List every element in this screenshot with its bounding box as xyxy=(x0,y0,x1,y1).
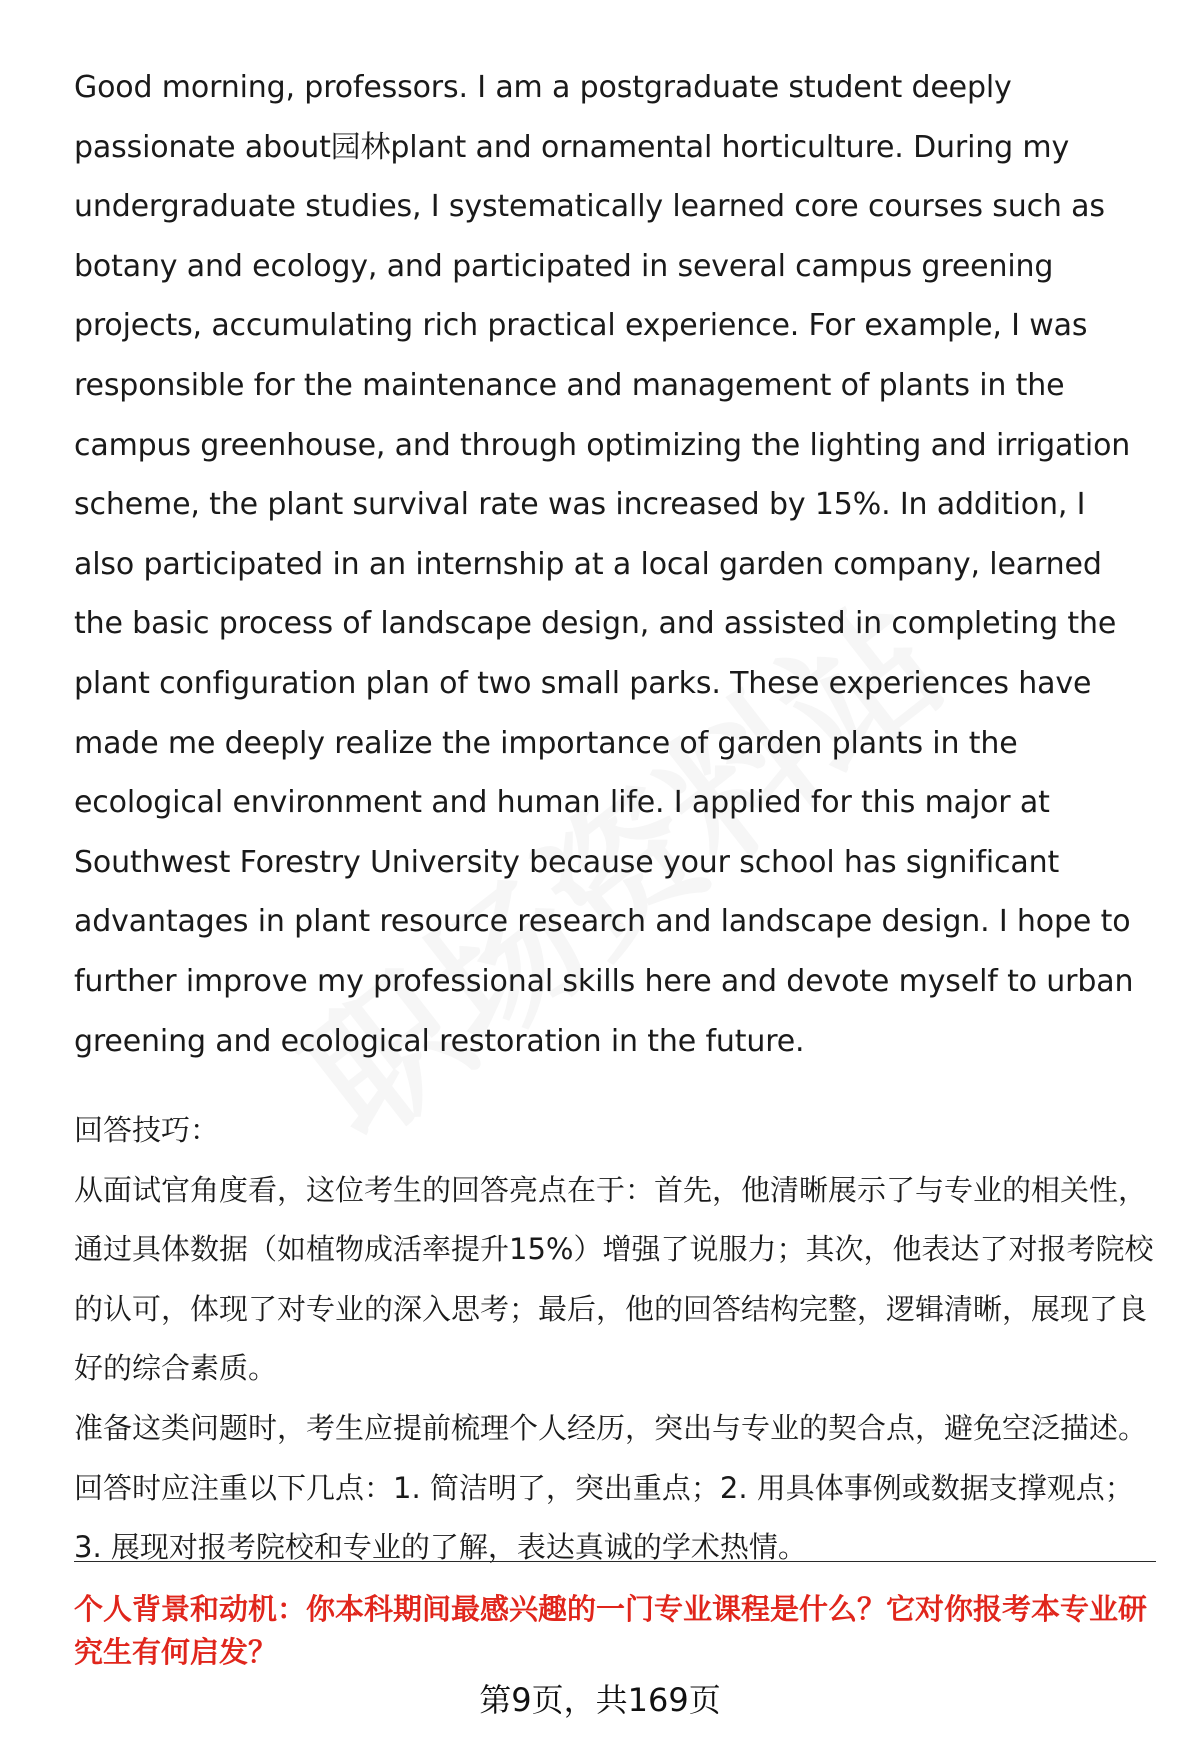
document-page xyxy=(74,58,1154,1578)
tips-heading: 回答技巧： xyxy=(74,1113,220,1148)
answer-tips-section xyxy=(74,1101,1154,1578)
next-question-heading: 个人背景和动机：你本科期间最感兴趣的一门专业课程是什么？它对你报考本专业研究生有何启发？ xyxy=(74,1592,1148,1669)
answer-paragraph: Good morning, professors. I am a postgraduate student deeply passionate about园林plant and ornamental horticulture. During my undergraduate studies, I systematically learned core courses such as botany and ecology, and participated in several campus greening projects, accumulating rich practical experience. For example, I was responsible for the maintenance and management of plants in the campus greenhouse, and through optimizing the lighting and irrigation scheme, the plant survival rate was increased by 15%. In addition, I also participated in an internship at a local garden company, learned the basic process of landscape design, and assisted in completing the plant configuration plan of two small parks. These experiences have made me deeply realize the importance of garden plants in the ecological environment and human life. I applied for this major at Southwest Forestry University because your school has significant advantages in plant resource research and landscape design. I hope to further improve my professional skills here and devote myself to urban greening and ecological restoration in the future. xyxy=(74,70,1134,1059)
section-divider xyxy=(74,1561,1156,1562)
tips-paragraph-1: 从面试官角度看，这位考生的回答亮点在于：首先，他清晰展示了与专业的相关性，通过具体数据（如植物成活率提升15%）增强了说服力；其次，他表达了对报考院校的认可，体现了对专业的深入思考；最后，他的回答结构完整，逻辑清晰，展现了良好的综合素质。 xyxy=(74,1172,1154,1386)
tips-paragraph-2: 准备这类问题时，考生应提前梳理个人经历，突出与专业的契合点，避免空泛描述。回答时应注重以下几点：1. 简洁明了，突出重点；2. 用具体事例或数据支撑观点；3. 展现对报考院校和专业的了解，表达真诚的学术热情。 xyxy=(74,1411,1148,1565)
page-number: 第9页，共169页 xyxy=(479,1681,721,1719)
